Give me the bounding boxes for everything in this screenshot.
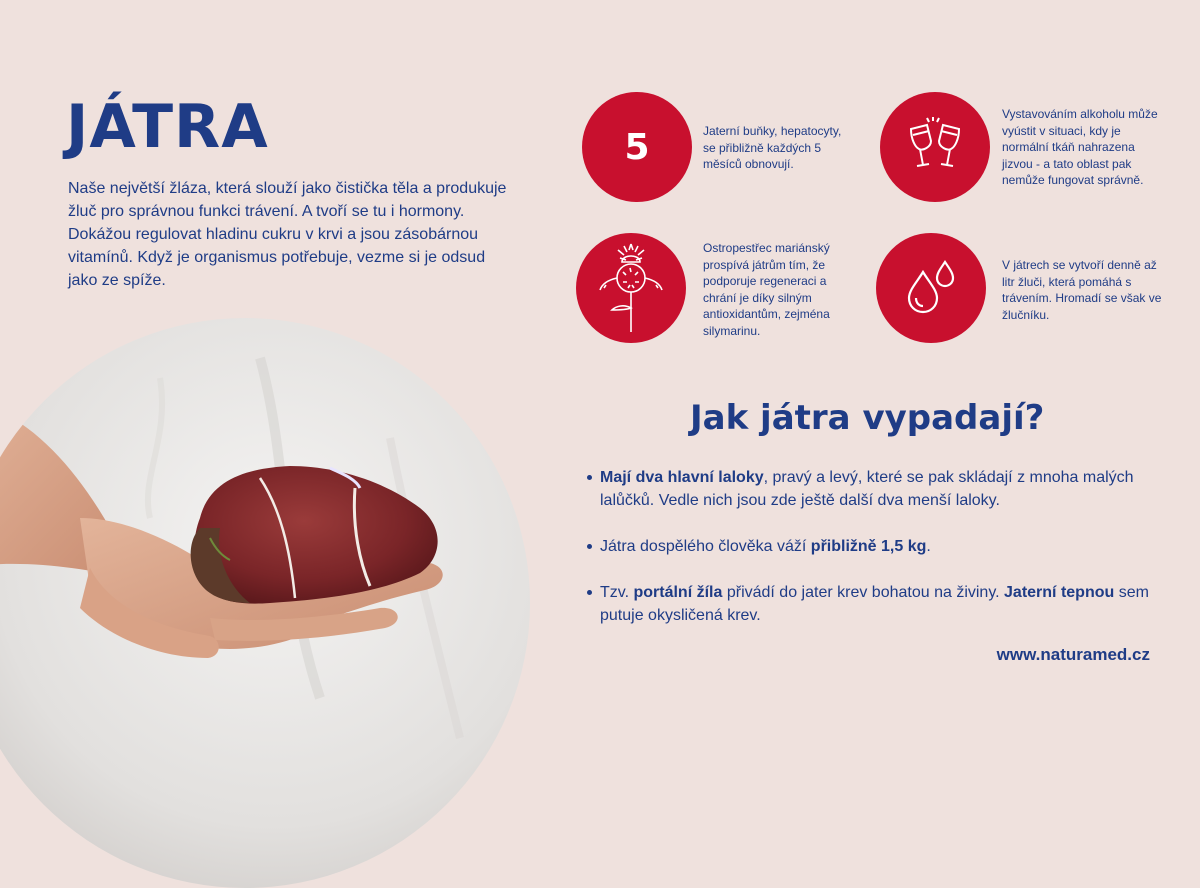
fact-number: 5	[624, 126, 650, 168]
section-title: Jak játra vypadají?	[690, 398, 1045, 438]
list-item: Mají dva hlavní laloky, pravý a levý, které se pak skládají z mnoha malých lalůčků. Vedle nich jsou zde ještě další dva menší laloky.	[600, 466, 1160, 512]
wine-glasses-badge	[880, 92, 990, 202]
bullet-list	[600, 466, 1160, 650]
page-title: JÁTRA	[66, 92, 269, 162]
footer-website-link[interactable]: www.naturamed.cz	[996, 645, 1150, 664]
intro-paragraph: Naše největší žláza, která slouží jako čistička těla a produkuje žluč pro správnou funkci trávení. A tvoří se tu i hormony. Dokážou regulovat hladinu cukru v krvi a jsou zásobárnou vitamínů. Když je organismus potřebuje, vezme si je odsud jako ze spíže.	[68, 180, 507, 289]
fact-text-bile: V játrech se vytvoří denně až litr žluči, která pomáhá s trávením. Hromadí se však ve žlučníku.	[1002, 258, 1162, 322]
drops-badge	[876, 233, 986, 343]
milk-thistle-icon	[596, 240, 666, 336]
fact-text-milk-thistle: Ostropestřec mariánský prospívá játrům tím, že podporuje regeneraci a chrání je díky silným antioxidantům, zejména silymarinu.	[703, 241, 830, 338]
drops-icon	[901, 258, 961, 318]
fact-number-badge	[582, 92, 692, 202]
milk-thistle-badge	[576, 233, 686, 343]
liver-model-photo	[0, 318, 530, 888]
wine-glasses-icon	[903, 115, 967, 179]
list-item: Tzv. portální žíla přivádí do jater krev bohatou na živiny. Jaterní tepnou sem putuje okysličená krev.	[600, 581, 1160, 627]
fact-text-cells-renewal: Jaterní buňky, hepatocyty, se přibližně každých 5 měsíců obnovují.	[703, 124, 842, 171]
list-item: Játra dospělého člověka váží přibližně 1,5 kg.	[600, 535, 1160, 558]
fact-text-alcohol: Vystavováním alkoholu může vyústit v situaci, kdy je normální tkáň nahrazena jizvou - a tato oblast pak nemůže fungovat správně.	[1002, 107, 1158, 187]
